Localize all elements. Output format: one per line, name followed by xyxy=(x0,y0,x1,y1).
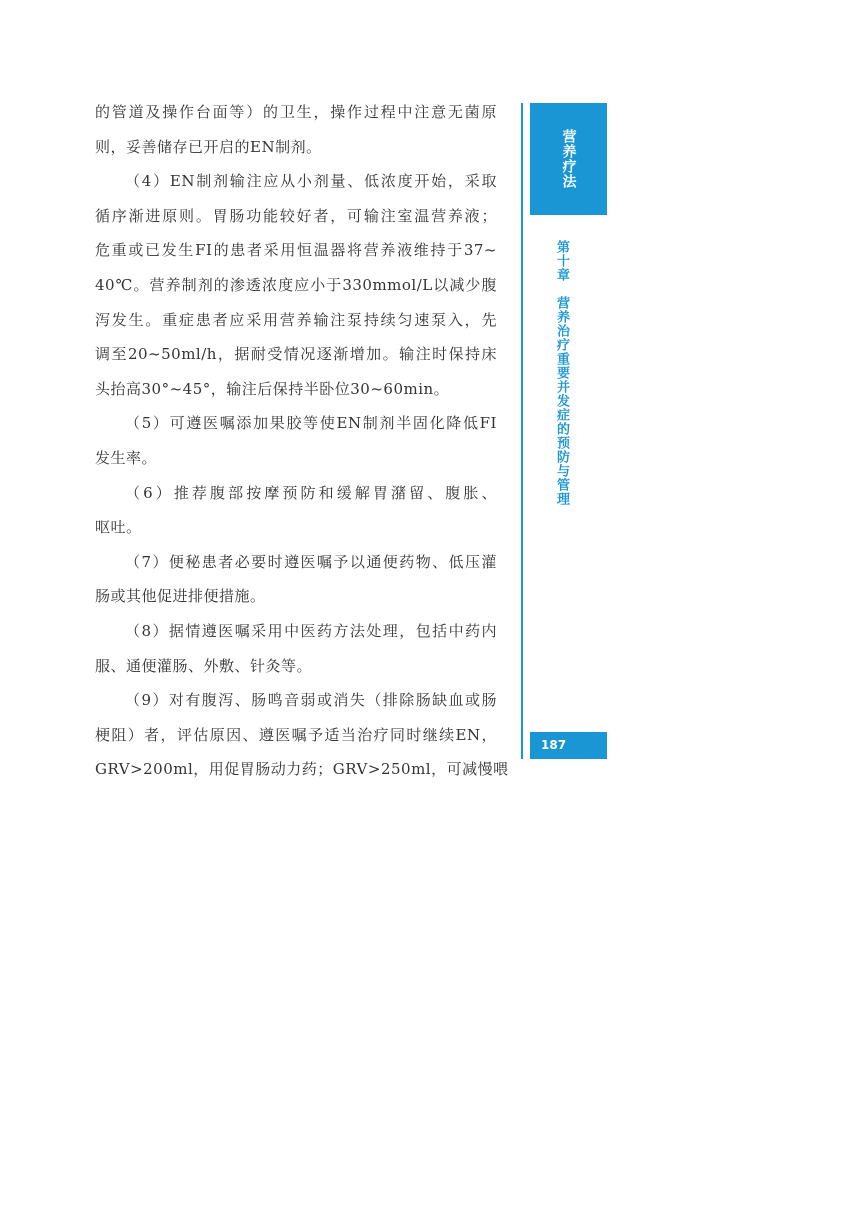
text-line: （7）便秘患者必要时遵医嘱予以通便药物、低压灌 xyxy=(125,552,497,571)
text-line: 肠或其他促进排便措施。 xyxy=(95,587,266,606)
text-line: 40℃。营养制剂的渗透浓度应小于330mmol/L以减少腹 xyxy=(95,275,497,294)
body-text xyxy=(95,95,509,787)
margin-divider xyxy=(521,103,523,759)
text-line: （4）EN制剂输注应从小剂量、低浓度开始，采取 xyxy=(125,172,497,191)
text-line: 则，妥善储存已开启的EN制剂。 xyxy=(95,137,322,156)
text-line: （8）据情遵医嘱采用中医药方法处理，包括中药内 xyxy=(125,621,497,640)
text-line: （9）对有腹泻、肠鸣音弱或消失（排除肠缺血或肠 xyxy=(125,691,497,710)
text-line: 呕吐。 xyxy=(95,518,142,537)
text-line: （6）推荐腹部按摩预防和缓解胃潴留、腹胀、 xyxy=(125,483,497,502)
text-line: 调至20~50ml/h，据耐受情况逐渐增加。输注时保持床 xyxy=(95,345,497,364)
book-title: 营养疗法 xyxy=(560,129,577,189)
text-line: 循序渐进原则。胃肠功能较好者，可输注室温营养液； xyxy=(95,206,497,225)
book-title-tab xyxy=(530,103,607,215)
chapter-title: 营养治疗重要并发症的预防与管理 xyxy=(554,296,569,506)
text-line: GRV>200ml，用促胃肠动力药；GRV>250ml，可减慢喂 xyxy=(95,760,509,779)
chapter-heading xyxy=(555,240,571,506)
page-number: 187 xyxy=(530,732,607,759)
chapter-number: 第十章 xyxy=(554,240,569,282)
text-line: 头抬高30°~45°，输注后保持半卧位30~60min。 xyxy=(95,379,450,398)
text-line: 危重或已发生FI的患者采用恒温器将营养液维持于37~ xyxy=(95,241,497,260)
text-line: 梗阻）者，评估原因、遵医嘱予适当治疗同时继续EN， xyxy=(95,725,497,744)
text-line: 服、通便灌肠、外敷、针灸等。 xyxy=(95,656,313,675)
text-line: 的管道及操作台面等）的卫生，操作过程中注意无菌原 xyxy=(95,103,497,121)
text-line: 泻发生。重症患者应采用营养输注泵持续匀速泵入，先 xyxy=(95,310,497,329)
text-line: （5）可遵医嘱添加果胶等使EN制剂半固化降低FI xyxy=(125,414,497,433)
text-line: 发生率。 xyxy=(95,448,158,467)
